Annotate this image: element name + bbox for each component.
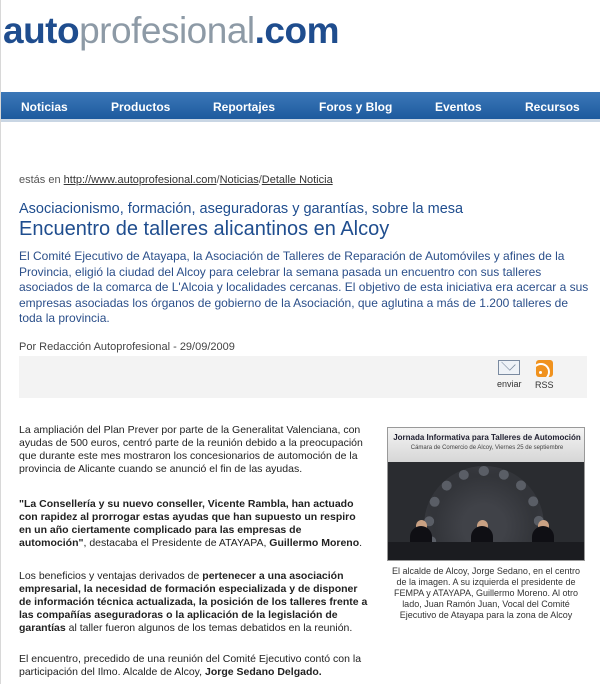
- article-subtitle: Asociacionismo, formación, aseguradoras y garantías, sobre la mesa: [19, 201, 464, 217]
- breadcrumb: [19, 174, 333, 186]
- article-paragraph-1: La ampliación del Plan Prever por parte de la Generalitat Valenciana, con ayudas de 500 euros, centró parte de la reunión debido a la preocupación que durante este mes mostraron los concesionarios de automoción de la provincia de Alicante cuando se anunció el fin de las ayudas.: [19, 424, 363, 475]
- p3-topics: pertenecer a una asociación empresarial, la necesidad de formación especializada y de disponer de información técnica actualizada, la posición de los talleres frente a las compañías aseguradoras o la aplicación de la legislación de garantías: [19, 570, 368, 634]
- logo-part-com: .com: [254, 10, 339, 51]
- breadcrumb-current-link[interactable]: Detalle Noticia: [261, 174, 333, 186]
- email-share-button[interactable]: [497, 360, 522, 389]
- nav-noticias[interactable]: Noticias: [21, 100, 68, 114]
- photo-table: [388, 542, 585, 561]
- quote-attribution: , destacaba el Presidente de ATAYAPA,: [83, 537, 270, 549]
- article-lead: El Comité Ejecutivo de Atayapa, la Asociación de Talleres de Reparación de Automóviles y afines de la Provincia, eligió la ciudad del Alcoy para celebrar la semana pasada un encuentro con sus talleres asociados de la comarca de L'Alcoia y localidades cercanas. El objetivo de esta iniciativa era acercar a sus empresas asociadas los órganos de gobierno de la Asociación, que aglutina a más de 1.200 talleres de toda la provincia.: [19, 249, 589, 325]
- president-name: Guillermo Moreno: [269, 537, 360, 549]
- article-paragraph-3: [19, 570, 369, 635]
- nav-eventos[interactable]: Eventos: [435, 100, 482, 114]
- main-nav: [1, 92, 600, 122]
- article-paragraph-2: [19, 498, 369, 550]
- logo-part-profesional: profesional: [79, 10, 255, 51]
- article-photo: [387, 427, 585, 561]
- nav-productos[interactable]: Productos: [111, 100, 171, 114]
- rss-label: RSS: [535, 380, 554, 390]
- envelope-icon: [498, 360, 520, 375]
- quote-text: "La Consellería y su nuevo conseller, Vicente Rambla, han actuado con rapidez al prorrogar estas ayudas que han supuesto un respiro en un año ciertamente complicado para las empresas de automoción": [19, 498, 356, 549]
- rss-button[interactable]: [535, 360, 554, 390]
- site-logo[interactable]: [3, 10, 339, 52]
- p4-intro: El encuentro, precedido de una reunión del Comité Ejecutivo contó con la participación del Ilmo. Alcalde de Alcoy,: [19, 653, 362, 678]
- nav-reportajes[interactable]: Reportajes: [213, 100, 276, 114]
- nav-foros-blog[interactable]: Foros y Blog: [319, 100, 393, 114]
- p3-intro: Los beneficios y ventajas derivados de: [19, 570, 203, 582]
- rss-icon: [536, 360, 553, 377]
- breadcrumb-separator: /: [216, 174, 220, 186]
- p3-end: al taller fueron algunos de los temas debatidos en la reunión.: [65, 622, 353, 634]
- article-byline: Por Redacción Autoprofesional - 29/09/2009: [19, 341, 235, 353]
- breadcrumb-home-link[interactable]: http://www.autoprofesional.com: [63, 174, 217, 186]
- breadcrumb-prefix: estás en: [19, 174, 61, 186]
- photo-caption: El alcalde de Alcoy, Jorge Sedano, en el centro de la imagen. A su izquierda el presidente de FEMPA y ATAYAPA, Guillermo Moreno. Al otro lado, Juan Ramón Juan, Vocal del Comité Ejecutivo de Atayapa para la zona de Alcoy: [392, 566, 580, 620]
- quote-end: .: [359, 537, 363, 549]
- article-paragraph-4: [19, 653, 369, 679]
- photo-banner-title: Jornada Informativa para Talleres de Automoción: [393, 433, 581, 442]
- photo-banner: [388, 428, 585, 462]
- breadcrumb-separator: /: [258, 174, 262, 186]
- breadcrumb-section-link[interactable]: Noticias: [219, 174, 259, 186]
- photo-banner-sub: Cámara de Comercio de Alcoy, Viernes 25 de septiembre: [410, 445, 564, 451]
- share-toolbar: [19, 356, 587, 398]
- email-share-label: enviar: [497, 379, 522, 389]
- nav-recursos[interactable]: Recursos: [525, 100, 580, 114]
- logo-part-auto: auto: [3, 10, 80, 51]
- article-title: Encuentro de talleres alicantinos en Alcoy: [19, 218, 390, 240]
- header: [1, 0, 600, 92]
- mayor-name: Jorge Sedano Delgado.: [205, 666, 322, 678]
